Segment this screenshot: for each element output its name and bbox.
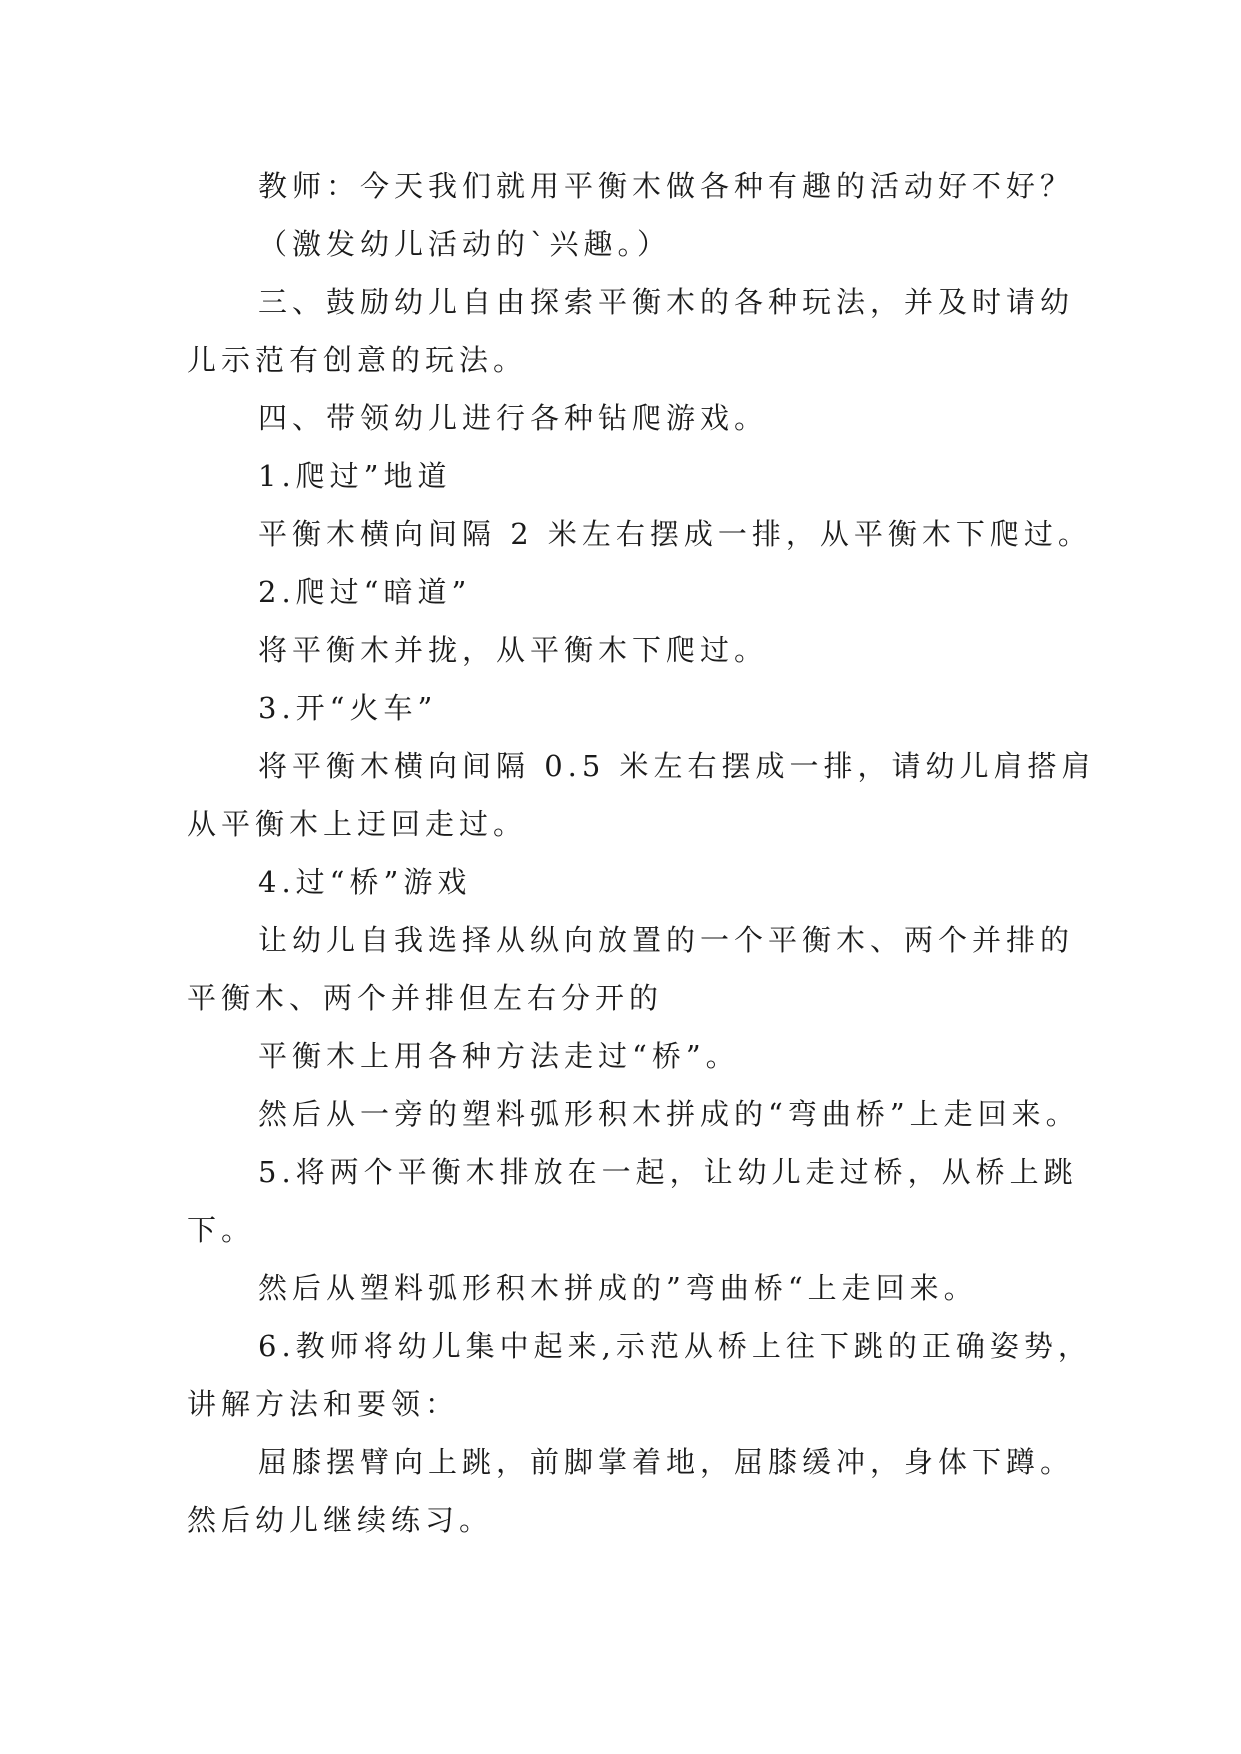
text-line: 2.爬过“暗道” [258,575,472,609]
text-line: 3.开“火车” [258,691,438,725]
text-line: 讲解方法和要领： [187,1387,460,1421]
text-line: 将平衡木并拢，从平衡木下爬过。 [258,633,769,667]
text-line: 平衡木、两个并排但左右分开的 [187,981,664,1015]
text-line: 从平衡木上迂回走过。 [187,807,528,841]
text-line: 儿示范有创意的玩法。 [187,343,528,377]
text-line: 平衡木横向间隔 2 米左右摆成一排，从平衡木下爬过。 [258,517,1092,551]
text-line: 四、带领幼儿进行各种钻爬游戏。 [258,401,769,435]
text-line: （激发幼儿活动的`兴趣。） [258,227,672,261]
text-line: 4.过“桥”游戏 [258,865,472,899]
text-line: 5.将两个平衡木排放在一起，让幼儿走过桥，从桥上跳 [258,1155,1078,1189]
text-line: 让幼儿自我选择从纵向放置的一个平衡木、两个并排的 [258,923,1075,957]
text-line: 将平衡木横向间隔 0.5 米左右摆成一排，请幼儿肩搭肩 [258,749,1096,783]
text-line: 三、鼓励幼儿自由探索平衡木的各种玩法，并及时请幼 [258,285,1075,319]
text-line: 下。 [187,1213,256,1247]
text-line: 平衡木上用各种方法走过“桥”。 [258,1039,740,1073]
text-line: 屈膝摆臂向上跳，前脚掌着地，屈膝缓冲，身体下蹲。 [258,1445,1075,1479]
text-line: 6.教师将幼儿集中起来,示范从桥上往下跳的正确姿势， [258,1329,1092,1363]
text-line: 1.爬过”地道 [258,459,452,493]
text-line: 然后从塑料弧形积木拼成的”弯曲桥“上走回来。 [258,1271,978,1305]
text-line: 教师：今天我们就用平衡木做各种有趣的活动好不好？ [258,169,1075,203]
text-line: 然后从一旁的塑料弧形积木拼成的“弯曲桥”上走回来。 [258,1097,1080,1131]
text-line: 然后幼儿继续练习。 [187,1503,494,1537]
